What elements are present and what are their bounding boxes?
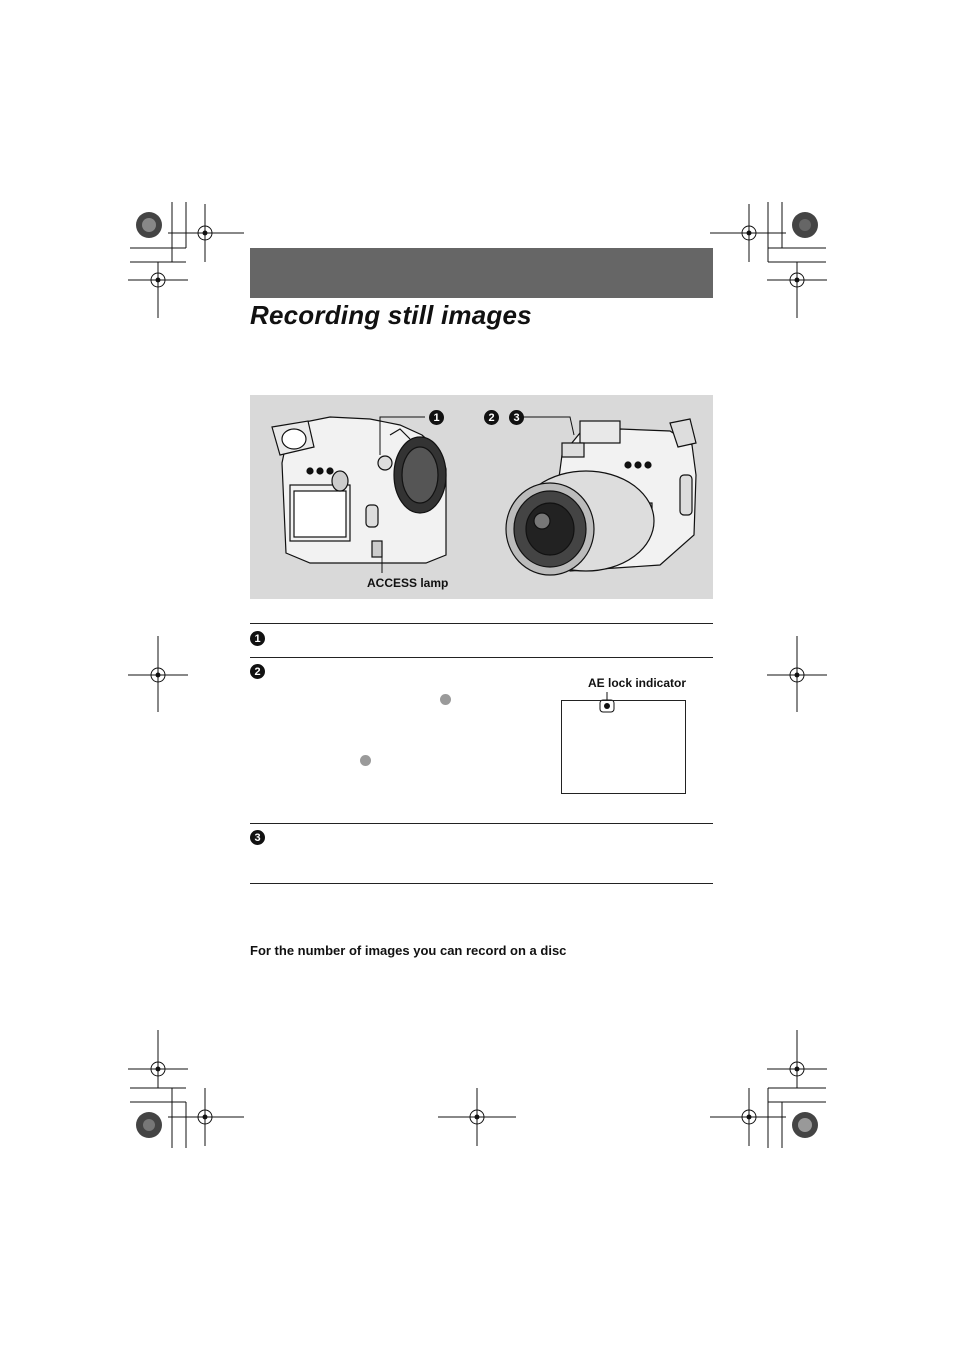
camera-front-view [506,419,696,575]
ae-lock-indicator-label: AE lock indicator [588,676,687,690]
camera-drawings [250,395,713,599]
ae-lock-indicator-icon [440,694,451,705]
camera-illustration [250,395,713,599]
callout-1: 1 [429,410,444,425]
section-header-bar [250,248,713,298]
step-2-number: 2 [250,664,265,679]
viewfinder-display [561,700,686,794]
page-title: Recording still images [250,300,532,330]
camera-rear-view [272,417,446,563]
step-divider [250,823,713,824]
access-lamp-label: ACCESS lamp [367,576,449,590]
step-divider [250,657,713,658]
ae-lock-indicator-icon [360,755,371,766]
callout-3: 3 [509,410,524,425]
step-3-number: 3 [250,830,265,845]
step-divider [250,623,713,624]
callout-2: 2 [484,410,499,425]
section-heading: For the number of images you can record on a disc [250,943,567,958]
step-1-number: 1 [250,631,265,646]
step-divider [250,883,713,884]
